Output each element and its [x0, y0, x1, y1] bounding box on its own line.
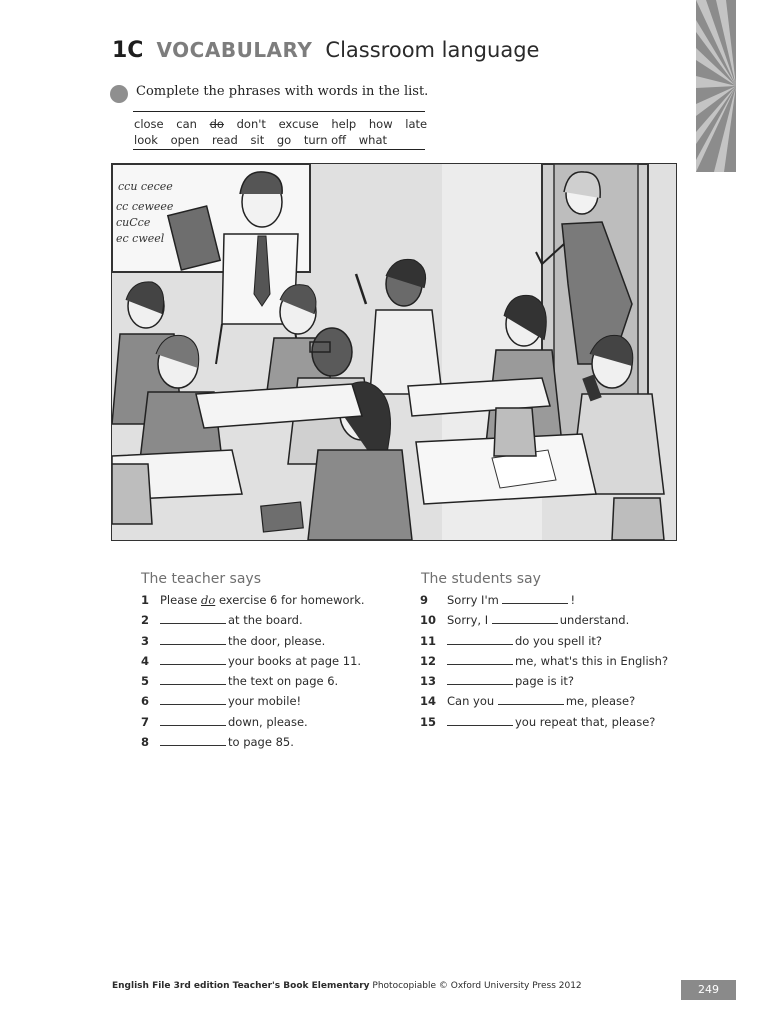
classroom-illustration	[111, 163, 677, 541]
word-list-top-rule	[133, 111, 425, 112]
classroom-scene	[112, 164, 676, 540]
phrase-item	[141, 593, 365, 613]
word-item: open	[170, 133, 200, 147]
word-list-row-1	[134, 117, 436, 131]
phrase-item	[420, 613, 668, 633]
phrase-item	[141, 654, 365, 674]
item-number: 12	[420, 653, 437, 668]
phrase-item	[141, 715, 365, 735]
item-number: 13	[420, 674, 437, 689]
phrase-prefix: Sorry I'm	[447, 593, 499, 607]
answer-blank[interactable]	[447, 654, 513, 665]
word-item: close	[134, 117, 164, 131]
item-number: 9	[420, 593, 429, 607]
answer-blank[interactable]	[160, 735, 226, 746]
answer-blank[interactable]	[160, 613, 226, 624]
word-list-bottom-rule	[133, 149, 425, 150]
phrase-suffix: the door, please.	[228, 633, 326, 648]
phrase-item	[141, 735, 365, 755]
page-number: 249	[681, 980, 736, 1000]
item-number: 1	[141, 593, 150, 607]
phrase-suffix: the text on page 6.	[228, 674, 339, 689]
item-number: 3	[141, 633, 150, 648]
section-label: VOCABULARY	[156, 38, 313, 62]
item-number: 2	[141, 613, 150, 628]
phrase-suffix: !	[570, 593, 576, 607]
phrase-item	[141, 674, 365, 694]
phrase-item	[420, 593, 668, 613]
phrase-item	[141, 613, 365, 633]
answer-blank[interactable]	[502, 593, 568, 604]
phrase-prefix: Can you	[447, 694, 495, 709]
phrase-suffix: you repeat that, please?	[515, 714, 656, 729]
phrase-item	[141, 634, 365, 654]
sunburst-stripes	[696, 0, 736, 172]
phrase-suffix: at the board.	[228, 613, 303, 628]
item-number: 15	[420, 714, 437, 729]
answer-blank[interactable]	[447, 715, 513, 726]
teacher-says-heading: The teacher says	[141, 571, 262, 587]
phrase-suffix: me, what's this in English?	[515, 653, 669, 668]
word-item: turn off	[303, 133, 347, 147]
phrase-suffix: down, please.	[228, 714, 308, 729]
word-item: read	[211, 133, 238, 147]
copyright-notice: Photocopiable © Oxford University Press 2012	[372, 981, 582, 991]
board-writing: ccu cecee	[118, 180, 173, 193]
word-item: excuse	[278, 117, 319, 131]
word-item: what	[358, 133, 388, 147]
exercise-bullet-icon	[110, 85, 128, 103]
phrase-item	[420, 715, 668, 735]
students-say-heading: The students say	[421, 571, 541, 587]
answer-blank[interactable]	[498, 694, 564, 705]
phrase-item	[420, 654, 668, 674]
teacher-phrases-list	[141, 593, 365, 755]
corner-tab-decoration	[696, 0, 736, 172]
item-number: 11	[420, 633, 437, 648]
word-item: late	[405, 117, 428, 131]
phrase-suffix: your books at page 11.	[228, 653, 362, 668]
page-footer	[112, 981, 582, 991]
word-item: sit	[250, 133, 265, 147]
item-number: 6	[141, 694, 150, 709]
item-number: 4	[141, 653, 150, 668]
item-number: 8	[141, 735, 150, 750]
phrase-suffix: understand.	[559, 613, 630, 628]
board-writing: ec cweel	[116, 232, 165, 245]
phrase-prefix: Please	[160, 593, 198, 607]
phrase-item	[420, 674, 668, 694]
answer-blank[interactable]	[492, 613, 558, 624]
item-number: 14	[420, 694, 437, 709]
answer-blank[interactable]	[447, 674, 513, 685]
example-answer: do	[200, 593, 216, 607]
phrase-suffix: to page 85.	[228, 735, 294, 750]
phrase-suffix: do you spell it?	[515, 633, 602, 648]
item-number: 5	[141, 674, 150, 689]
page-header	[112, 38, 539, 63]
word-item: how	[368, 117, 393, 131]
exercise-instruction: Complete the phrases with words in the list.	[136, 84, 429, 99]
word-item: look	[134, 133, 158, 147]
student-phrases-list	[420, 593, 668, 735]
phrase-item	[420, 694, 668, 714]
word-list-row-2	[134, 133, 396, 147]
word-item-crossed-out: do	[209, 117, 224, 131]
lesson-topic: Classroom language	[325, 38, 540, 62]
phrase-suffix: your mobile!	[228, 694, 302, 709]
phrase-suffix: me, please?	[565, 694, 636, 709]
phrase-prefix: Sorry, I	[447, 613, 489, 628]
item-number: 7	[141, 714, 150, 729]
phrase-suffix: page is it?	[515, 674, 575, 689]
lesson-code: 1C	[112, 38, 144, 63]
word-item: help	[331, 117, 357, 131]
book-title: English File 3rd edition Teacher's Book Elementary	[112, 981, 370, 991]
answer-blank[interactable]	[160, 634, 226, 645]
answer-blank[interactable]	[160, 674, 226, 685]
word-item: go	[276, 133, 292, 147]
phrase-suffix: exercise 6 for homework.	[218, 593, 365, 607]
phrase-item	[420, 634, 668, 654]
answer-blank[interactable]	[160, 715, 226, 726]
word-item: can	[176, 117, 197, 131]
word-item: don't	[236, 117, 266, 131]
answer-blank[interactable]	[160, 654, 226, 665]
phrase-item	[141, 694, 365, 714]
item-number: 10	[420, 613, 437, 628]
answer-blank[interactable]	[447, 634, 513, 645]
board-writing: cc ceweee	[116, 200, 174, 213]
board-writing: cuCce	[116, 216, 151, 229]
answer-blank[interactable]	[160, 694, 226, 705]
